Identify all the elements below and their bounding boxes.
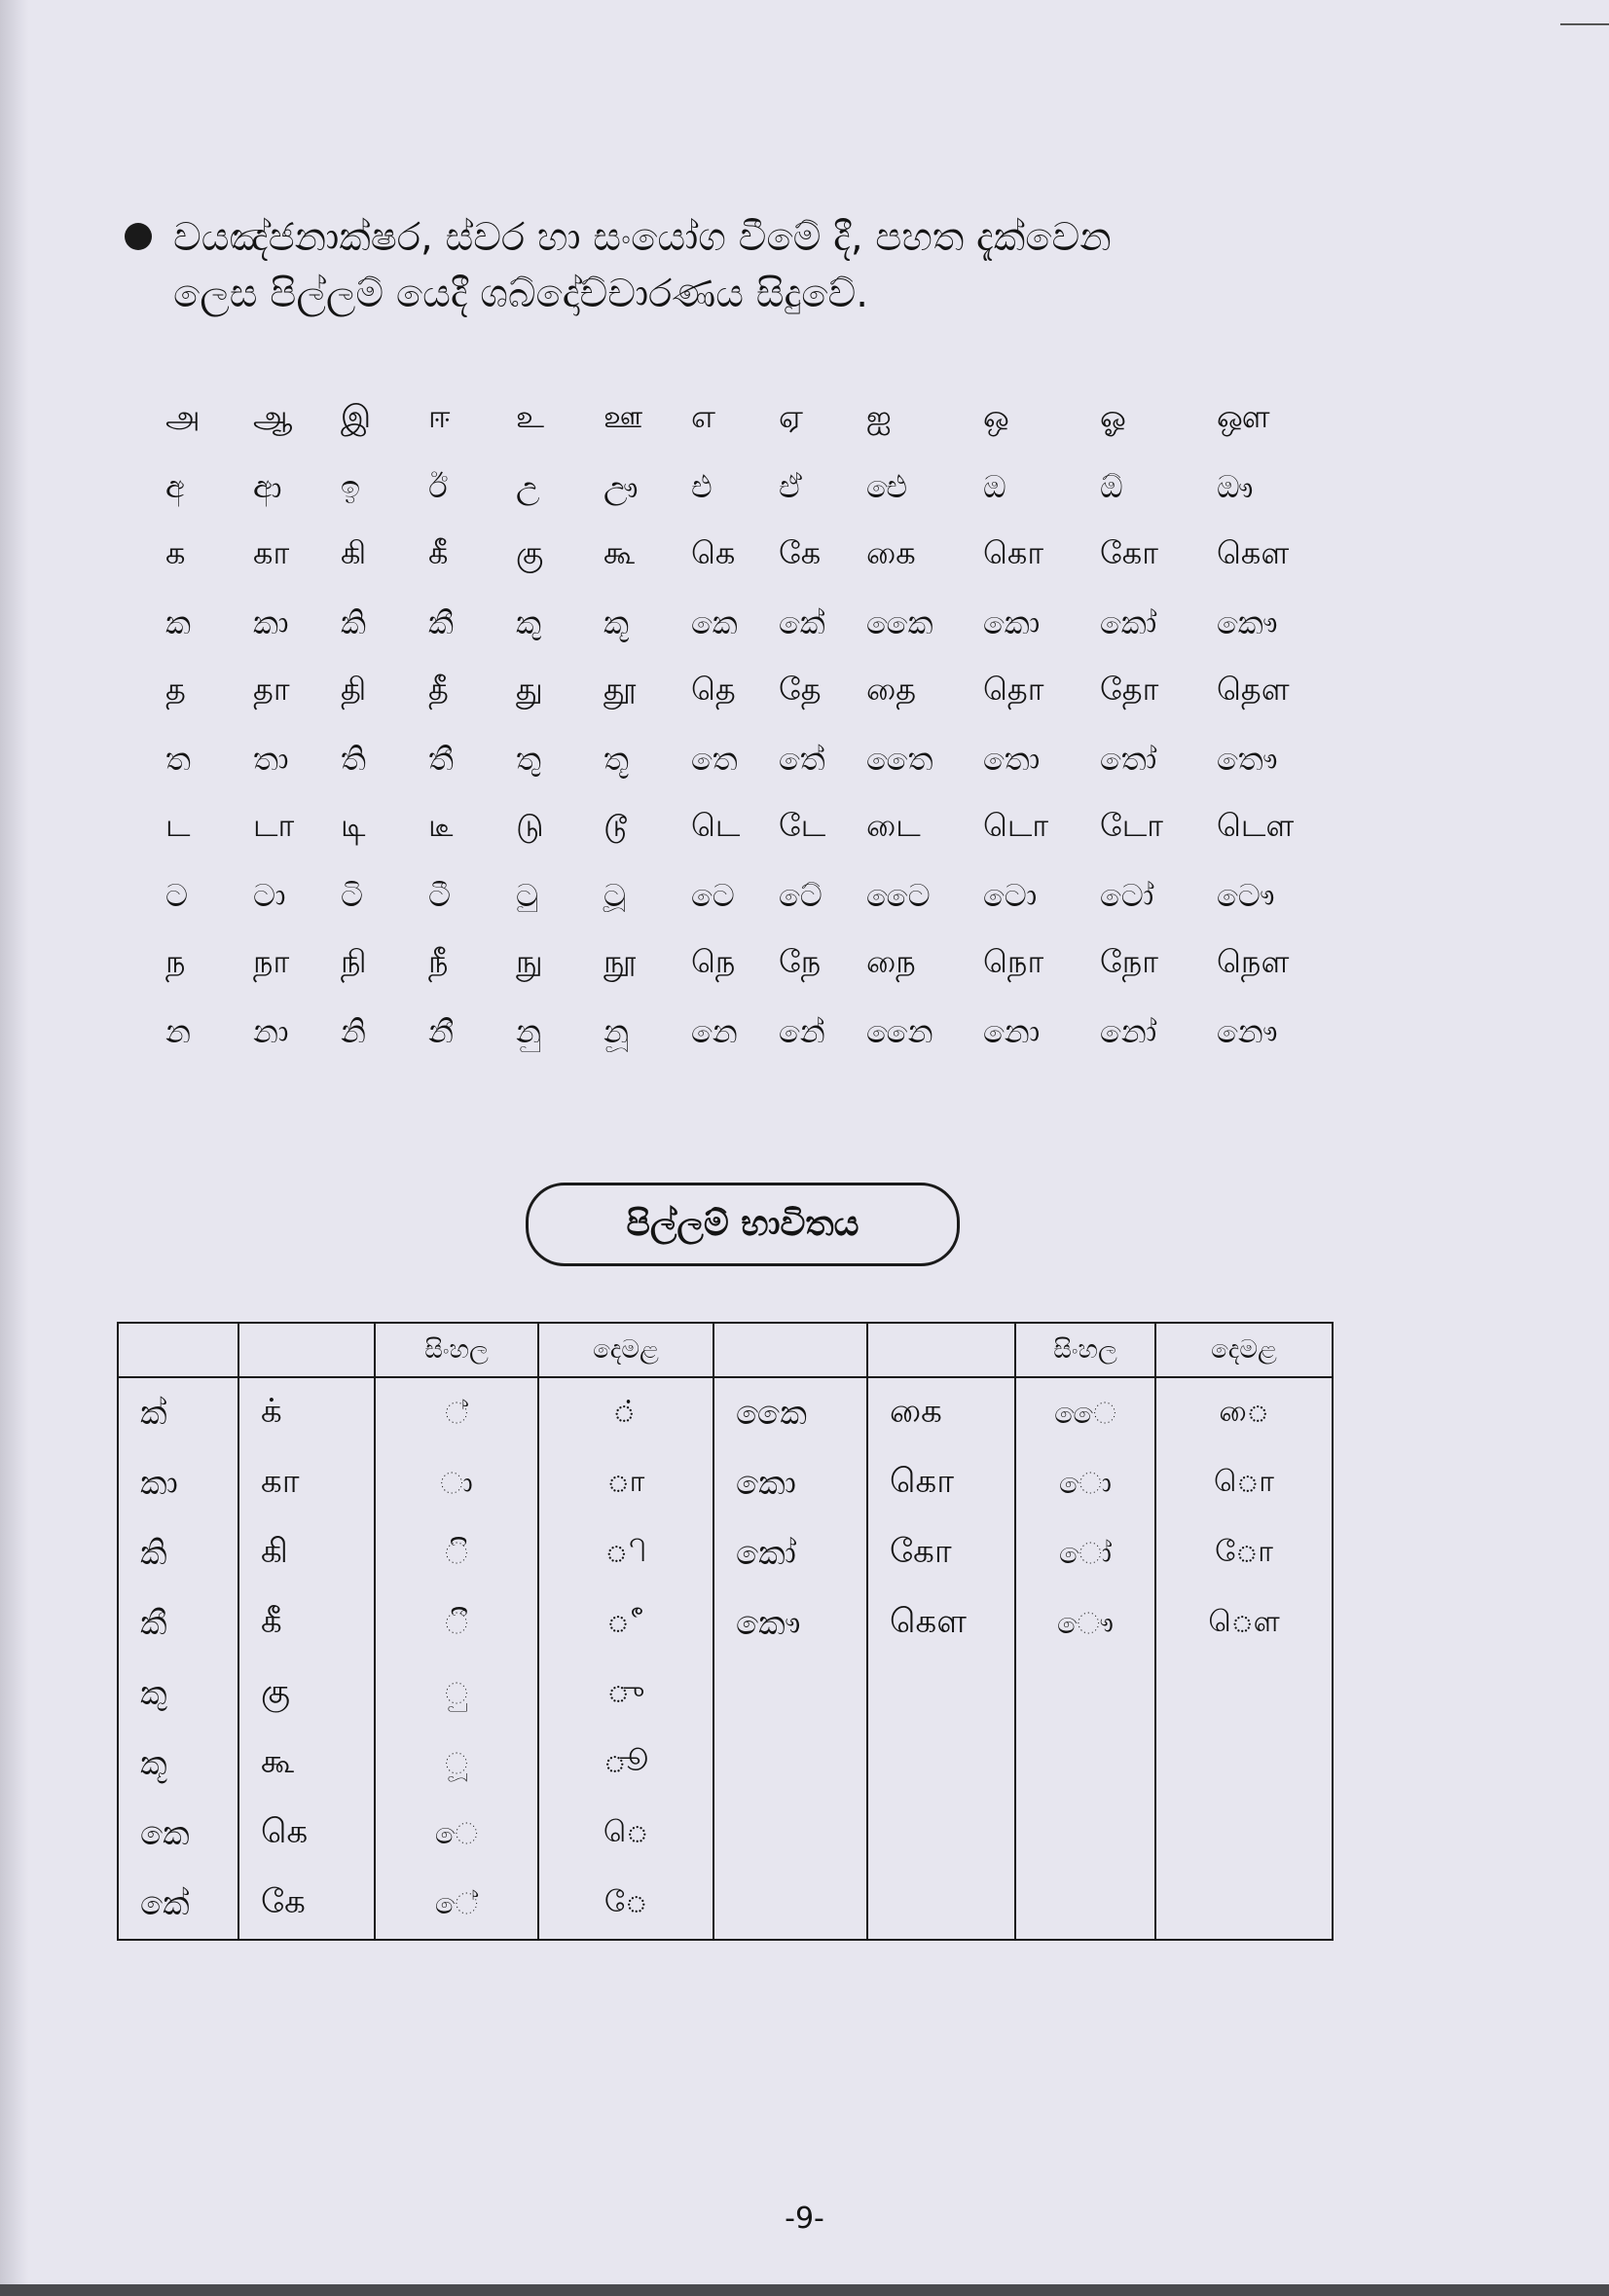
letter-cell: නො	[983, 1012, 1041, 1050]
usage-heading: පිල්ලම් භාවිතය	[526, 1183, 960, 1266]
letter-cell: ஈ	[428, 398, 451, 435]
letter-cell: ඕ	[1100, 467, 1123, 505]
letter-cell: කා	[253, 603, 289, 641]
letter-cell: நா	[253, 943, 290, 980]
table-cell	[867, 1799, 1015, 1869]
table-cell: ா	[538, 1448, 713, 1518]
letter-cell: ඖ	[1217, 467, 1254, 505]
letter-cell: நை	[866, 943, 916, 980]
letter-cell: ටෝ	[1100, 876, 1154, 914]
letter-cell: ටූ	[603, 876, 627, 914]
letter-cell: கி	[341, 534, 367, 571]
letter-cell: நி	[341, 943, 367, 980]
table-cell: කෛ	[713, 1377, 867, 1448]
letter-cell: டூ	[603, 807, 628, 844]
letter-cell: கூ	[603, 534, 636, 571]
letter-cell: டே	[779, 807, 826, 844]
table-cell	[713, 1799, 867, 1869]
table-cell: ீ	[538, 1588, 713, 1658]
table-cell: ி	[538, 1518, 713, 1588]
table-cell	[713, 1869, 867, 1940]
table-cell: கீ	[238, 1588, 375, 1658]
letter-cell: තේ	[779, 740, 825, 778]
letter-cell: தெ	[691, 671, 736, 708]
table-cell	[1155, 1729, 1333, 1799]
table-row	[118, 1869, 1333, 1940]
table-cell: ු	[375, 1658, 538, 1729]
table-header-row	[118, 1323, 1333, 1377]
table-cell	[1015, 1869, 1155, 1940]
letter-cell: උ	[516, 467, 540, 505]
bullet-icon	[125, 223, 152, 250]
letter-cell: තා	[253, 740, 289, 778]
letter-cell: ඌ	[603, 467, 639, 505]
table-cell: ෞ	[1015, 1588, 1155, 1658]
letter-cell: கீ	[428, 534, 449, 571]
table-cell	[867, 1658, 1015, 1729]
letter-cell: ஔ	[1217, 398, 1270, 435]
letter-cell: කේ	[779, 603, 825, 641]
table-cell	[1155, 1799, 1333, 1869]
letter-cell: ඔ	[983, 467, 1006, 505]
letter-cell: නි	[341, 1012, 366, 1050]
table-cell	[1015, 1658, 1155, 1729]
letter-cell: කො	[983, 603, 1041, 641]
letter-cell: ආ	[253, 467, 282, 505]
table-row	[118, 1518, 1333, 1588]
table-cell: ்	[538, 1377, 713, 1448]
letter-cell: த	[165, 671, 186, 708]
table-cell: கி	[238, 1518, 375, 1588]
letter-cell: கு	[516, 534, 544, 571]
letter-cell: கோ	[1100, 534, 1158, 571]
letter-cell: கௌ	[1217, 534, 1290, 571]
letter-cell: ත	[165, 740, 191, 778]
letter-cell: ටො	[983, 876, 1038, 914]
table-cell: கோ	[867, 1518, 1015, 1588]
table-cell: කූ	[118, 1729, 238, 1799]
table-cell	[713, 1729, 867, 1799]
table-row	[118, 1729, 1333, 1799]
letter-cell: கொ	[983, 534, 1044, 571]
table-header-cell	[867, 1323, 1015, 1377]
table-cell: கை	[867, 1377, 1015, 1448]
letter-cell: කු	[516, 603, 541, 641]
table-cell: ා	[375, 1448, 538, 1518]
letter-cell: நொ	[983, 943, 1044, 980]
letter-cell: ட	[165, 807, 191, 844]
table-cell: கௌ	[867, 1588, 1015, 1658]
letter-cell: තෝ	[1100, 740, 1157, 778]
letter-cell: නෝ	[1100, 1012, 1157, 1050]
letter-cell: டீ	[428, 807, 454, 844]
table-cell	[1015, 1799, 1155, 1869]
table-row	[118, 1799, 1333, 1869]
table-cell	[1155, 1869, 1333, 1940]
letter-cell: නා	[253, 1012, 289, 1050]
letter-cell: කෞ	[1217, 603, 1278, 641]
letter-cell: කෛ	[866, 603, 933, 641]
letter-cell: න	[165, 1012, 191, 1050]
letter-cell: ඉ	[341, 467, 361, 505]
letter-cell: நோ	[1100, 943, 1158, 980]
table-cell: கு	[238, 1658, 375, 1729]
table-cell: කෞ	[713, 1588, 867, 1658]
table-cell: ෛ	[1015, 1377, 1155, 1448]
letter-cell: තො	[983, 740, 1041, 778]
letter-cell: ඊ	[428, 467, 448, 505]
bottom-edge	[0, 2284, 1609, 2296]
table-header-cell	[238, 1323, 375, 1377]
letter-cell: ටා	[253, 876, 286, 914]
table-cell	[1015, 1729, 1155, 1799]
table-cell: ை	[1155, 1377, 1333, 1448]
intro-paragraph	[125, 209, 1390, 322]
table-cell: ෝ	[1015, 1518, 1155, 1588]
letter-cell: නී	[428, 1012, 454, 1050]
table-cell: ே	[538, 1869, 713, 1940]
page-number: -9-	[785, 2202, 824, 2236]
letter-cell: டொ	[983, 807, 1049, 844]
letter-cell: ති	[341, 740, 366, 778]
table-cell: ு	[538, 1658, 713, 1729]
letter-cell: ටේ	[779, 876, 823, 914]
table-cell	[1155, 1658, 1333, 1729]
letter-cell: ඓ	[866, 467, 908, 505]
letter-cell: அ	[165, 398, 201, 435]
letter-cell: නේ	[779, 1012, 825, 1050]
letter-cell: கெ	[691, 534, 736, 571]
letter-cell: තෙ	[691, 740, 738, 778]
table-header-cell: දෙමළ	[538, 1323, 713, 1377]
table-cell	[867, 1869, 1015, 1940]
letter-cell: තූ	[603, 740, 629, 778]
letter-grid	[165, 384, 1353, 1066]
table-row	[118, 1658, 1333, 1729]
table-header-cell: සිංහල	[375, 1323, 538, 1377]
letter-cell: ක	[165, 603, 191, 641]
letter-cell: ට	[165, 876, 189, 914]
letter-cell: ටී	[428, 876, 452, 914]
letter-cell: එ	[691, 467, 713, 505]
letter-cell: தி	[341, 671, 367, 708]
intro-line-1: වයඤ්ජනාක්ෂර, ස්වර හා සංයෝග වීමේ දී, පහත දැක්වෙන	[173, 215, 1112, 260]
table-header-cell	[118, 1323, 238, 1377]
table-cell: கா	[238, 1448, 375, 1518]
letter-cell: නෙ	[691, 1012, 738, 1050]
table-header-cell: දෙමළ	[1155, 1323, 1333, 1377]
letter-cell: නෛ	[866, 1012, 933, 1050]
table-cell: කි	[118, 1518, 238, 1588]
letter-cell: නූ	[603, 1012, 629, 1050]
table-cell: ක්	[118, 1377, 238, 1448]
vowel-sign-table	[117, 1322, 1334, 1941]
table-cell: ්	[375, 1377, 538, 1448]
letter-cell: කූ	[603, 603, 629, 641]
letter-cell: தா	[253, 671, 290, 708]
table-header-cell	[713, 1323, 867, 1377]
letter-cell: இ	[341, 398, 372, 435]
letter-cell: டி	[341, 807, 366, 844]
letter-cell: ටු	[516, 876, 539, 914]
letter-cell: ஊ	[603, 398, 643, 435]
letter-cell: டெ	[691, 807, 741, 844]
letter-cell: නු	[516, 1012, 541, 1050]
table-cell: கூ	[238, 1729, 375, 1799]
letter-cell: තෛ	[866, 740, 933, 778]
letter-cell: தீ	[428, 671, 449, 708]
corner-mark	[1560, 23, 1609, 25]
table-cell: කේ	[118, 1869, 238, 1940]
letter-cell: து	[516, 671, 543, 708]
table-cell: ො	[1015, 1448, 1155, 1518]
table-cell: කා	[118, 1448, 238, 1518]
letter-cell: டு	[516, 807, 544, 844]
letter-cell: ටෞ	[1217, 876, 1275, 914]
letter-cell: நௌ	[1217, 943, 1290, 980]
letter-cell: தே	[779, 671, 822, 708]
letter-cell: நூ	[603, 943, 637, 980]
letter-cell: ஒ	[983, 398, 1009, 435]
table-cell: ී	[375, 1588, 538, 1658]
letter-cell: டை	[866, 807, 921, 844]
table-cell: ෙ	[375, 1799, 538, 1869]
table-cell: කො	[713, 1448, 867, 1518]
letter-cell: ඒ	[779, 467, 802, 505]
table-cell: කු	[118, 1658, 238, 1729]
letter-cell: අ	[165, 467, 185, 505]
letter-cell: ටෛ	[866, 876, 931, 914]
table-cell: கொ	[867, 1448, 1015, 1518]
intro-line-2: ලෙස පිල්ලම් යෙදී ශබ්දෝච්චාරණය සිදුවේ.	[173, 272, 868, 316]
table-cell: கெ	[238, 1799, 375, 1869]
page-edge	[0, 0, 29, 2296]
table-cell: ූ	[375, 1729, 538, 1799]
letter-cell: තු	[516, 740, 541, 778]
letter-cell: தொ	[983, 671, 1044, 708]
letter-cell: நெ	[691, 943, 736, 980]
letter-cell: කෝ	[1100, 603, 1157, 641]
letter-cell: நே	[779, 943, 822, 980]
table-cell: කී	[118, 1588, 238, 1658]
letter-cell: நீ	[428, 943, 449, 980]
letter-cell: க	[165, 534, 186, 571]
table-row	[118, 1448, 1333, 1518]
letter-cell: ஏ	[779, 398, 803, 435]
letter-cell: தூ	[603, 671, 637, 708]
letter-cell: ஐ	[866, 398, 892, 435]
table-cell: ි	[375, 1518, 538, 1588]
table-cell	[867, 1729, 1015, 1799]
table-cell: ூ	[538, 1729, 713, 1799]
letter-cell: ටි	[341, 876, 364, 914]
letter-cell: ஓ	[1100, 398, 1126, 435]
letter-cell: ஆ	[253, 398, 293, 435]
letter-cell: தோ	[1100, 671, 1159, 708]
letter-cell: ந	[165, 943, 186, 980]
letter-cell: எ	[691, 398, 715, 435]
letter-cell: உ	[516, 398, 545, 435]
table-cell: ௌ	[1155, 1588, 1333, 1658]
table-cell: கே	[238, 1869, 375, 1940]
letter-cell: කී	[428, 603, 454, 641]
letter-cell: டௌ	[1217, 807, 1295, 844]
letter-cell: ටෙ	[691, 876, 735, 914]
table-cell	[713, 1658, 867, 1729]
letter-cell: தௌ	[1217, 671, 1290, 708]
letter-cell: கா	[253, 534, 290, 571]
table-cell: க்	[238, 1377, 375, 1448]
letter-cell: கே	[779, 534, 822, 571]
letter-cell: තී	[428, 740, 454, 778]
letter-cell: நு	[516, 943, 543, 980]
table-cell: ெ	[538, 1799, 713, 1869]
table-row	[118, 1588, 1333, 1658]
letter-cell: තෞ	[1217, 740, 1278, 778]
letter-cell: கை	[866, 534, 916, 571]
letter-cell: කි	[341, 603, 366, 641]
table-header-cell: සිංහල	[1015, 1323, 1155, 1377]
letter-cell: தை	[866, 671, 917, 708]
table-cell: කෝ	[713, 1518, 867, 1588]
table-row	[118, 1377, 1333, 1448]
table-cell: ொ	[1155, 1448, 1333, 1518]
letter-cell: කෙ	[691, 603, 738, 641]
table-cell: ோ	[1155, 1518, 1333, 1588]
table-cell: ේ	[375, 1869, 538, 1940]
table-cell: කෙ	[118, 1799, 238, 1869]
letter-cell: නෞ	[1217, 1012, 1278, 1050]
letter-cell: டோ	[1100, 807, 1163, 844]
letter-cell: டா	[253, 807, 295, 844]
